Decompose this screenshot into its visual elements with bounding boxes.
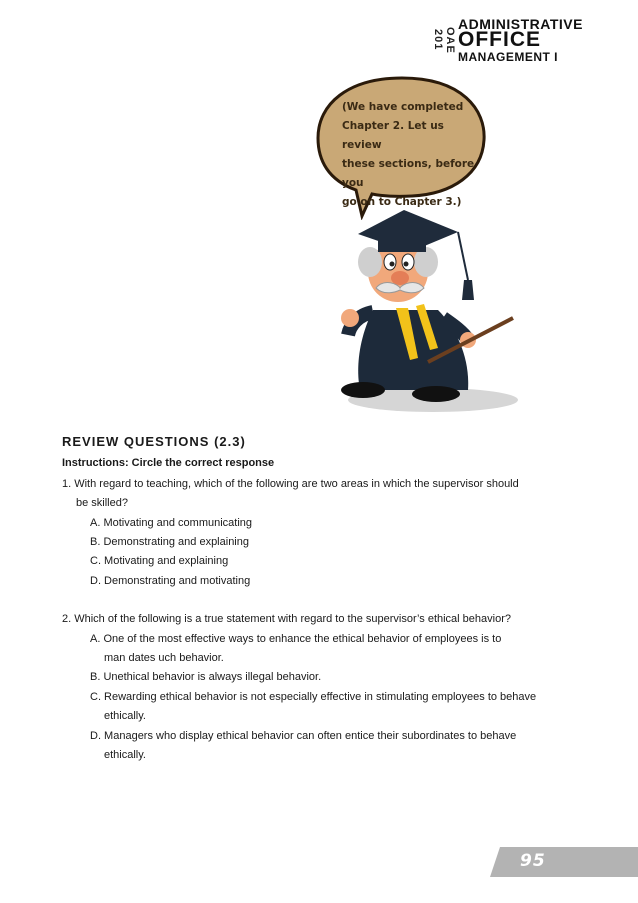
bubble-line: go on to Chapter 3.) — [342, 196, 462, 208]
question-2-option-d-cont: ethically. — [104, 749, 146, 761]
instructions: Instructions: Circle the correct response — [62, 457, 275, 469]
course-logo — [432, 16, 628, 64]
bubble-line: (We have completed — [342, 101, 464, 113]
question-1-option-c: C. Motivating and explaining — [90, 555, 229, 567]
question-2-text: 2. Which of the following is a true statement with regard to the supervisor’s ethical behavior? — [62, 613, 511, 625]
bubble-line: Chapter 2. Let us review — [342, 120, 444, 151]
question-1-option-a: A. Motivating and communicating — [90, 517, 253, 529]
bubble-line: these sections, before you — [342, 158, 475, 189]
logo-line-office: OFFICE — [458, 28, 541, 51]
page-number-tab — [490, 847, 638, 877]
question-1-option-d: D. Demonstrating and motivating — [90, 575, 251, 587]
logo-line-administrative: ADMINISTRATIVE — [458, 16, 583, 32]
question-2-option-a: A. One of the most effective ways to enhance the ethical behavior of employees is to — [90, 633, 502, 645]
question-2-option-c-cont: ethically. — [104, 710, 146, 722]
page-number: 95 — [520, 851, 546, 871]
question-1-text-cont: be skilled? — [76, 497, 128, 509]
question-2-option-a-cont: man dates uch behavior. — [104, 652, 224, 664]
question-1-option-b: B. Demonstrating and explaining — [90, 536, 249, 548]
question-2-option-b: B. Unethical behavior is always illegal behavior. — [90, 671, 322, 683]
bubble-text — [342, 98, 482, 212]
course-code: OAE 201 — [432, 26, 456, 54]
question-1-text: 1. With regard to teaching, which of the following are two areas in which the supervisor should — [62, 478, 519, 490]
question-2-option-d: D. Managers who display ethical behavior can often entice their subordinates to behave — [90, 730, 517, 742]
question-2-option-c: C. Rewarding ethical behavior is not especially effective in stimulating employees to behave — [90, 691, 537, 703]
professor-cartoon-illustration — [318, 200, 528, 415]
logo-line-management: MANAGEMENT I — [458, 50, 558, 64]
section-title: REVIEW QUESTIONS (2.3) — [62, 434, 246, 449]
